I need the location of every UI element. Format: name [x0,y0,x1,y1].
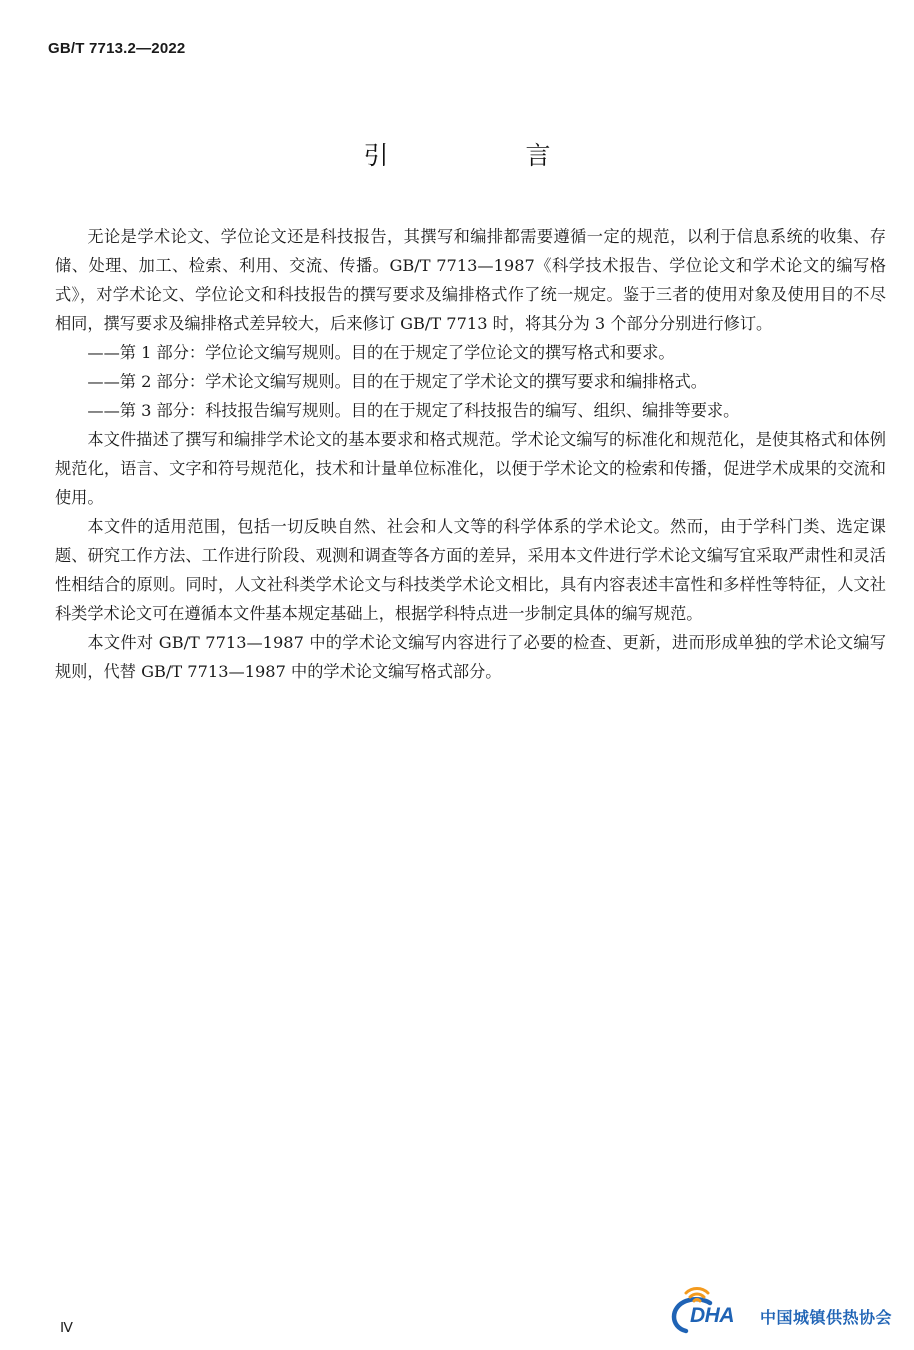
paragraph: 本文件描述了撰写和编排学术论文的基本要求和格式规范。学术论文编写的标准化和规范化，是使其格式和体例规范化，语言、文字和符号规范化，技术和计量单位标准化，以便于学术论文的检索和传播，促进学术成果的交流和使用。 [55,430,886,507]
paragraph: 无论是学术论文、学位论文还是科技报告，其撰写和编排都需要遵循一定的规范，以利于信息系统的收集、存储、处理、加工、检索、利用、交流、传播。GB/T 7713—1987《科学技术报告、学位论文和学术论文的编写格式》，对学术论文、学位论文和科技报告的撰写要求及编排格式作了统一规定。鉴于三者的使用对象及使用目的不尽相同，撰写要求及编排格式差异较大，后来修订 GB/T 7713 时，将其分为 3 个部分分别进行修订。 [55,227,886,333]
page-number: Ⅳ [60,1321,73,1336]
list-item: ——第 2 部分：学术论文编写规则。目的在于规定了学术论文的撰写要求和编排格式。 [87,372,707,391]
standard-code: GB/T 7713.2—2022 [48,40,186,57]
body-text [55,222,886,686]
paragraph: 本文件的适用范围，包括一切反映自然、社会和人文等的科学体系的学术论文。然而，由于学科门类、选定课题、研究工作方法、工作进行阶段、观测和调查等各方面的差异，采用本文件进行学术论文编写宜采取严肃性和灵活性相结合的原则。同时，人文社科类学术论文与科技类学术论文相比，具有内容表述丰富性和多样性等特征，人文社科类学术论文可在遵循本文件基本规定基础上，根据学科特点进一步制定具体的编写规范。 [55,517,886,623]
page-title: 引 言 [363,141,607,170]
logo-name: 中国城镇供热协会 [760,1308,893,1327]
list-item: ——第 3 部分：科技报告编写规则。目的在于规定了科技报告的编写、组织、编排等要求。 [87,401,740,420]
association-logo [664,1287,900,1337]
logo-letters: DHA [690,1304,734,1327]
list-item: ——第 1 部分：学位论文编写规则。目的在于规定了学位论文的撰写格式和要求。 [87,343,675,362]
paragraph: 本文件对 GB/T 7713—1987 中的学术论文编写内容进行了必要的检查、更新，进而形成单独的学术论文编写规则，代替 GB/T 7713—1987 中的学术论文编写格式部分。 [55,633,886,681]
